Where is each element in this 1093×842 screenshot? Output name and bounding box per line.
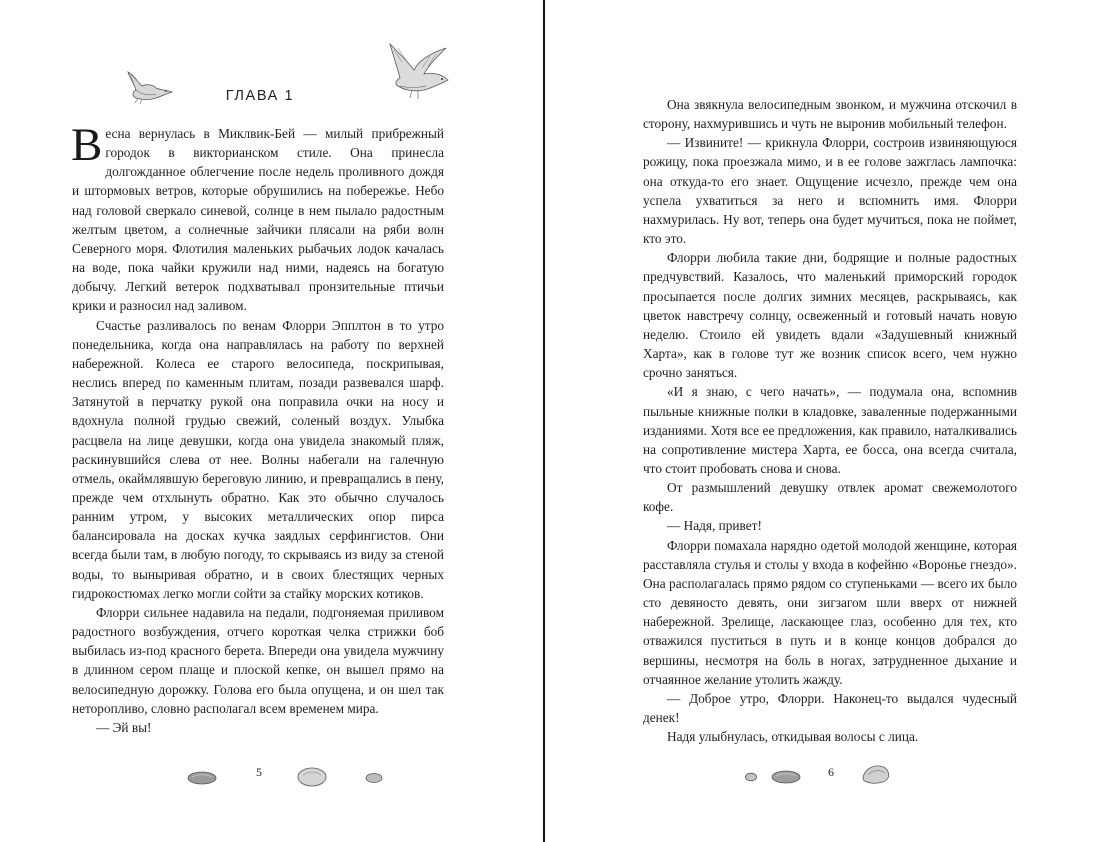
pebble-icon (296, 766, 328, 788)
paragraph: Флорри любила такие дни, бодрящие и полные радостных предчувствий. Казалось, что маленький приморский городок просыпается после долгих зимних месяцев, раскрываясь, как цветок навстречу солнцу, освеженный и готовый начать новую неделю. Стоило ей увидеть вдали «Задушевный книжный Харта», как в голове тут же возник список всего, чем нужно срочно заняться. (643, 250, 1017, 381)
left-page (0, 0, 544, 842)
paragraph: — Надя, привет! (667, 518, 762, 534)
page-gutter (543, 0, 545, 842)
paragraph: Счастье разливалось по венам Флорри Эпплтон в то утро понедельника, когда она направлялась на работу по верхней набережной. Колеса ее старого велосипеда, поскрипывая, неслись вперед по каменным плитам, позади развевался шарф. Затянутой в перчатку рукой она поправила очки на носу и вдохнула полной грудью свежий, соленый воздух. Улыбка расцвела на лице девушки, когда она увидела знакомый пляж, раскинувшийся слева от нее. Волны набегали на галечную отмель, окаймлявшую береговую линию, и превращались в пену, прежде чем отхлынуть обратно. Как это обычно случалось ранним утром, у высоких металлических опор пирса балансировала на досках кучка заядлых серфингистов. Они всегда были там, в любую погоду, то скрываясь из виду за стеной воды, то выныривая обратно, и в своих блестящих черных гидрокостюмах легко могли сойти за стайку морских котиков. (72, 317, 444, 601)
seagull-flying-icon (122, 68, 174, 106)
paragraph: Флорри сильнее надавила на педали, подгоняемая приливом радостного возбуждения, отчего короткая челка стрижки боб выбилась из-под красного берета. Впереди она увидела мужчину в длинном сером плаще и плоской кепке, он вышел прямо на велосипедную дорожку. Голова его была опущена, и он шел так неторопливо, словно располагал всем временем мира. (72, 604, 444, 716)
paragraph: — Извините! — крикнула Флорри, состроив извиняющуюся рожицу, пока проезжала мимо, и в ее голове зажглась лампочка: она откуда-то его знает. Ощущение исчезло, прежде чем она успела ухватиться за него и вспомнить имя. Флорри нахмурилась. Ну вот, теперь она будет мучиться, пока не поймет, кто это. (643, 135, 1017, 247)
chapter-title: ГЛАВА 1 (225, 88, 295, 104)
pebble-icon (364, 772, 384, 784)
pebble-icon (186, 770, 218, 786)
paragraph: Надя улыбнулась, откидывая волосы с лица. (667, 729, 919, 745)
page-number: 6 (828, 765, 834, 779)
right-page (546, 0, 1093, 842)
paragraph-text: есна вернулась в Миклвик-Бей — милый прибрежный городок в викторианском стиле. Она принесла долгожданное облегчение после недель проливного дождя и штормовых ветров, которые обрушились на побережье. Небо над головой сверкало синевой, солнце в нем пылало радостным желтым цветом, а солнечные зайчики плясали на ряби волн Северного моря. Флотилия маленьких рыбачьих лодок качалась на воде, пока чайки кружили над ними, надеясь на богатую добычу. Легкий ветерок подхватывал пронзительные птичьи крики и разносил над заливом. (72, 126, 444, 314)
pebble-icon (860, 762, 892, 786)
paragraph: — Эй вы! (96, 719, 152, 735)
paragraph: — Доброе утро, Флорри. Наконец-то выдался чудесный денек! (643, 690, 1017, 725)
drop-cap: В (71, 119, 103, 171)
paragraph (71, 119, 444, 316)
paragraph: «И я знаю, с чего начать», — подумала она, вспомнив пыльные книжные полки в кладовке, заваленные подержанными изданиями. Хотя все ее предложения, как правило, наталкивались на сопротивление мистера Харта, ее босса, она всегда считала, что стоит пробовать снова и снова. (643, 384, 1017, 476)
seagull-landing-icon (384, 40, 460, 104)
page-number: 5 (256, 765, 262, 779)
paragraph: Флорри помахала нарядно одетой молодой женщине, которая расставляла стулья и столы у входа в кофейню «Воронье гнездо». Она располагалась прямо рядом со ступеньками — всего их было сто девяносто девять, они зигзагом шли вверх от нижней набережной. Зрелище, ласкающее глаз, особенно для тех, кто отважился пуститься в путь и в конце концов добрался до вершины, несмотря на боль в ногах, затрудненное дыхание и отчаянное желание утолить жажду. (643, 537, 1017, 687)
right-page-body (643, 95, 1017, 746)
left-page-body (71, 119, 444, 737)
paragraph: От размышлений девушку отвлек аромат свежемолотого кофе. (643, 480, 1017, 515)
pebble-icon (770, 769, 802, 785)
paragraph: Она звякнула велосипедным звонком, и мужчина отскочил в сторону, нахмурившись и чуть не выронив мобильный телефон. (643, 97, 1017, 132)
pebble-icon (744, 772, 758, 782)
